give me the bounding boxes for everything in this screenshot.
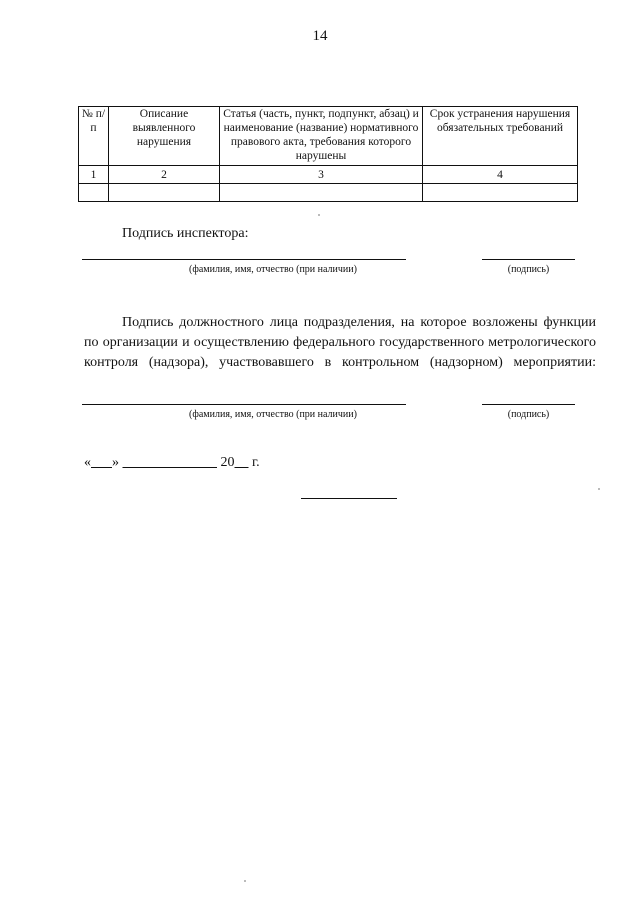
scan-speck <box>318 214 320 216</box>
inspector-signature-label: Подпись инспектора: <box>122 226 249 241</box>
official-signature-caption: (подпись) <box>507 409 550 420</box>
close-quote: » <box>112 455 119 470</box>
header-number: № п/п <box>79 107 109 166</box>
table-header-row <box>79 107 578 166</box>
table-cell[interactable] <box>79 184 109 202</box>
column-number-row <box>79 166 578 184</box>
violations-table <box>78 106 578 202</box>
year-suffix: г. <box>252 455 260 470</box>
closing-separator-line <box>301 498 397 499</box>
official-name-caption: (фамилия, имя, отчество (при наличии) <box>189 409 357 420</box>
month-blank[interactable] <box>123 455 218 470</box>
header-description: Описание выявленного нарушения <box>109 107 220 166</box>
page-number: 14 <box>312 28 328 44</box>
column-number: 1 <box>79 166 109 184</box>
scan-speck <box>598 488 600 490</box>
official-signature-text: Подпись должностного лица подразделения, на которое возложены функции по организации и осуществлению федерального государственного метрологического контроля (надзора), участвовавшего в контрольном (надзорном) мероприятии: <box>84 315 596 370</box>
official-signature-line[interactable] <box>482 404 575 405</box>
inspector-name-caption: (фамилия, имя, отчество (при наличии) <box>189 264 357 275</box>
inspector-signature-caption: (подпись) <box>507 264 550 275</box>
table-cell[interactable] <box>109 184 220 202</box>
table-cell[interactable] <box>220 184 423 202</box>
column-number: 3 <box>220 166 423 184</box>
inspector-name-line[interactable] <box>82 259 406 260</box>
inspector-signature-line[interactable] <box>482 259 575 260</box>
date-line <box>84 455 260 471</box>
official-name-line[interactable] <box>82 404 406 405</box>
header-deadline: Срок устранения нарушения обязательных требований <box>423 107 578 166</box>
header-article: Статья (часть, пункт, подпункт, абзац) и наименование (название) нормативного правового акта, требования которого нарушены <box>220 107 423 166</box>
column-number: 2 <box>109 166 220 184</box>
table-cell[interactable] <box>423 184 578 202</box>
table-row <box>79 184 578 202</box>
year-prefix: 20 <box>220 455 235 470</box>
day-blank[interactable] <box>91 455 112 470</box>
open-quote: « <box>84 455 91 470</box>
scan-speck <box>244 880 246 882</box>
year-blank[interactable] <box>235 455 249 470</box>
column-number: 4 <box>423 166 578 184</box>
